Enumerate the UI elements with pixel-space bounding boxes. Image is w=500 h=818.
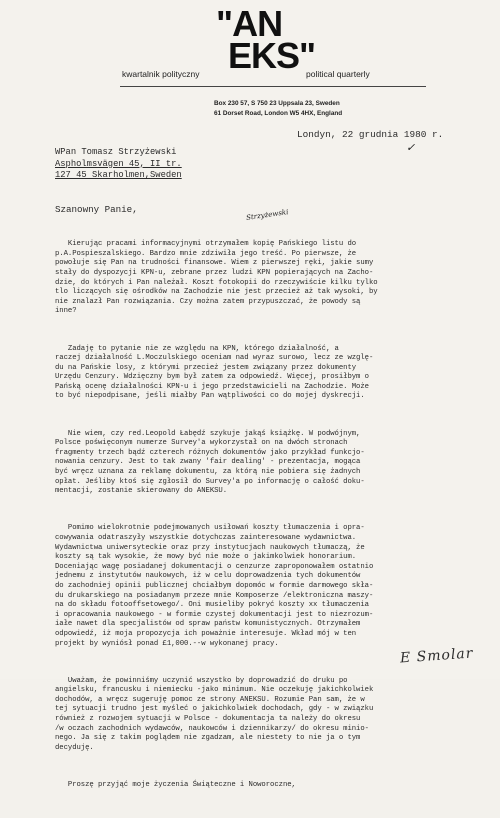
logo-line-1: "AN — [216, 3, 283, 44]
letter-body — [55, 221, 491, 818]
closing-line: Proszę przyjąć moje życzenia Świąteczne i Noworoczne, — [55, 781, 296, 790]
recipient-street: Aspholmsvägen 45, II tr. — [55, 158, 182, 169]
salutation: Szanowny Panie, — [55, 204, 138, 215]
paragraph: Kierując pracami informacyjnymi otrzymałem kopię Pańskiego listu do p.A.Pospieszalskiego. Bardzo mnie zdziwiła jego treść. Po pierwsze, że powołuje się Pan na trudności finansowe. Wiem z pierwszej ręki, jakie sumy stały do dyspozycji KPN-u, zebrane przez ludzi KPN popierających na Zacho- dzie, do których i Pan należał. Koszt fotokopii do rzeczywiście kilku tylko tlo liczących się ośrodków na Zachodzie nie jest przecież aż tak wysoki, by nie znalazł Pan rozwiązania. Czy można zatem przypuszczać, że powody są inne? — [55, 240, 378, 316]
tagline-english: political quarterly — [306, 69, 370, 79]
paragraph: Zadaję to pytanie nie ze względu na KPN, którego działalność, a raczej działalność L.Moczulskiego oceniam nad wyraz surowo, lecz ze wzglę- du na Pańskie losy, z którymi przecież jestem związany przez dokumenty Urzędu Cenzury. Wdzięczny bym był zatem za odpowiedź. Więcej, prosiłbym o Pańską ocenę działalności KPN-u i jego przedstawicieli na Zachodzie. Może to być niepodpisane, jeśli miałby Pan wątpliwości co do mojej dyskrecji. — [55, 344, 374, 401]
address-london: 61 Dorset Road, London W5 4HX, England — [214, 110, 343, 117]
address-uppsala: Box 230 57, S 750 23 Uppsala 23, Sweden — [214, 100, 340, 107]
tagline-polish: kwartalnik polityczny — [122, 69, 200, 79]
handwritten-signature: E Smolar — [399, 645, 474, 667]
letterhead-divider — [120, 86, 426, 87]
letter-date: Londyn, 22 grudnia 1980 r. — [297, 129, 444, 140]
paragraph: Uważam, że powinniśmy uczynić wszystko by doprowadzić do druku po angielsku, francusku i niemiecku -jako minimum. Nie oczekuję jakichkolwiek dochodów, a wręcz sugeruję pomoc ze strony ANEKSU. Rozumie Pan sam, że w tej sytuacji trudno jest myśleć o jakichkolwiek dochodach, gdy - w związku również z rozwojem sytuacji w Polsce - dokumentacja ta należy do okresu /w oczach zachodnich wydawców, naukowców i dziennikarzy/ do okresu minio- nego. Ja się z takim poglądem nie zgadzam, ale niestety to nie ja o tym decyduję. — [55, 676, 374, 752]
handwritten-check-mark: ✓ — [406, 141, 416, 154]
recipient-address — [55, 147, 182, 182]
handwritten-annotation: Strzyżewski — [245, 208, 289, 222]
aneks-logo — [216, 3, 316, 76]
recipient-city: 127 45 Skarholmen,Sweden — [55, 170, 182, 181]
paragraph: Pomimo wielokrotnie podejmowanych usiłowań koszty tłumaczenia i opra- cowywania odatraszyły wszystkie dotychczas zainteresowane wydawnictwa. Wydawnictwa uniwersyteckie oraz przy instytucjach naukowych tłumaczą, że koszty są tak wysokie, że mowy być nie może o jakimkolwiek honorarium. Doceniając wagę posiadanej dokumentacji o cenzurze zaproponowałem ostatnio jednemu z instytutów naukowych, iż w celu doprowadzenia tych dokumentów do zachodniej opinii publicznej chciałbym dopomóc w formie darmowego skła- du drukarskiego na posiadanym przeze mnie Komposerze /elektroniczna maszy- na do składu fotooffsetowego/. Oni musieliby pokryć koszty xx tłumaczenia i opracowania naukowego - w formie czystej dokumentacji jest to niezrozum- iałe nawet dla specjalistów od spraw państw komunistycznych. Otrzymałem odpowiedź, iż moja propozycja ich poważnie interesuje. Wkład mój w ten projekt by wyniósł ponad £1,000.--w wykonanej pracy. — [55, 524, 374, 648]
logo-line-2: EKS" — [228, 35, 316, 76]
recipient-name: WPan Tomasz Strzyżewski — [55, 147, 177, 157]
paragraph: Nie wiem, czy red.Leopold Łabędź szykuje jakąś książkę. W podwójnym, Polsce poświęconym numerze Survey'a wykorzystał on na dwóch stronach fragmenty trzech bądź czterech różnych dokumentów jako przykład funkcjo- nowania cenzury. Jest to tak zwany 'fair dealing' - prezentacja, mogąca być wręcz uznana za reklamę dokumentu, za którą nie pobiera się żadnych opłat. Jeśliby ktoś się zgłosił do Survey'a po informację o całość doku- mentacji, zostanie skierowany do ANEKSU. — [55, 429, 365, 496]
